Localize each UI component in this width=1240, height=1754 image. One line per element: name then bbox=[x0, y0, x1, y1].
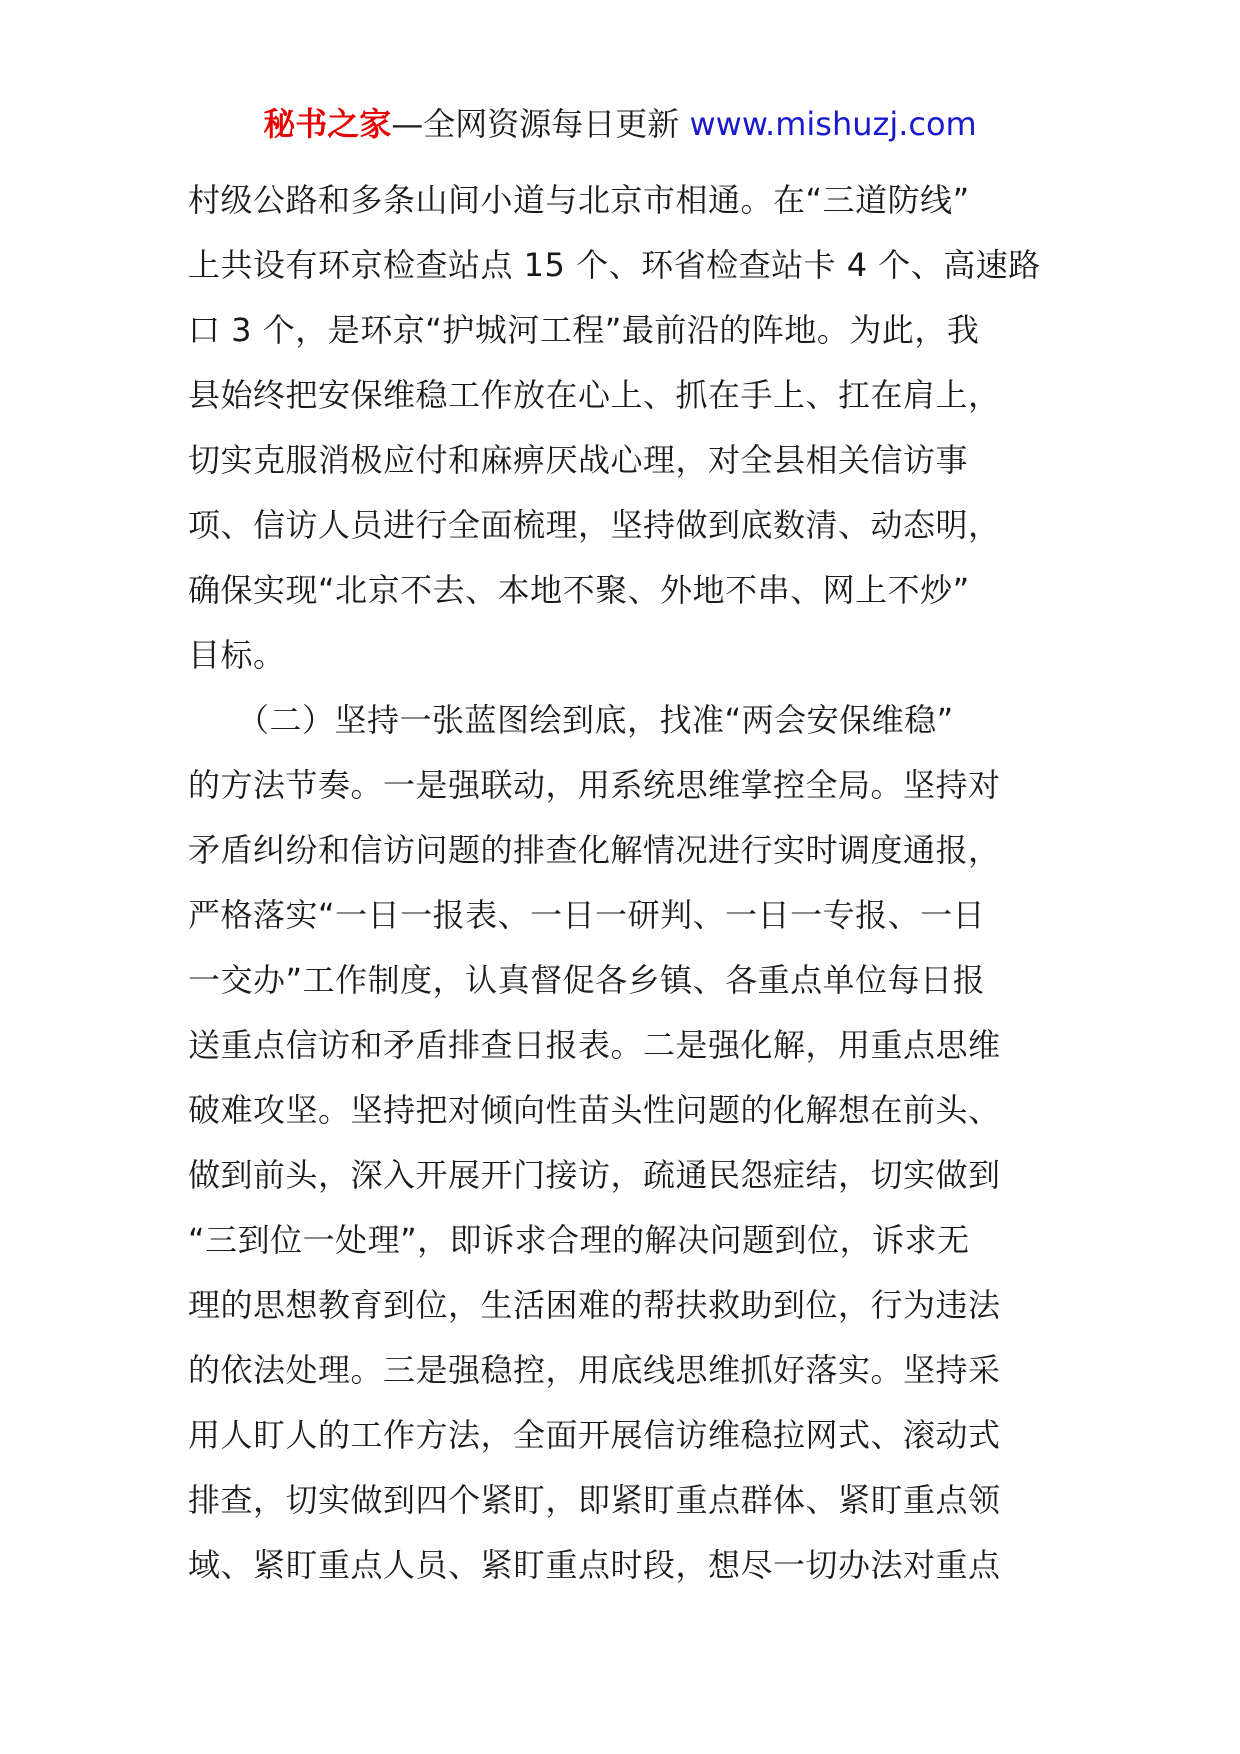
text-line: 送重点信访和矛盾排查日报表。二是强化解，用重点思维 bbox=[188, 1026, 1001, 1064]
document-body bbox=[188, 168, 1058, 1598]
text-line: 用人盯人的工作方法，全面开展信访维稳拉网式、滚动式 bbox=[188, 1416, 1001, 1454]
text-line: 一交办”工作制度，认真督促各乡镇、各重点单位每日报 bbox=[188, 961, 986, 999]
text-line: 理的思想教育到位，生活困难的帮扶救助到位，行为违法 bbox=[188, 1286, 1001, 1324]
text-line: 切实克服消极应付和麻痹厌战心理，对全县相关信访事 bbox=[188, 441, 969, 479]
text-line: 破难攻坚。坚持把对倾向性苗头性问题的化解想在前头、 bbox=[188, 1091, 1001, 1129]
text-line: 的依法处理。三是强稳控，用底线思维抓好落实。坚持采 bbox=[188, 1351, 1001, 1389]
text-line: 县始终把安保维稳工作放在心上、抓在手上、扛在肩上， bbox=[188, 376, 1001, 414]
text-line: 上共设有环京检查站点 15 个、环省检查站卡 4 个、高速路 bbox=[188, 246, 1041, 284]
text-line: 村级公路和多条山间小道与北京市相通。在“三道防线” bbox=[188, 181, 970, 219]
text-line: （二）坚持一张蓝图绘到底，找准“两会安保维稳” bbox=[188, 701, 954, 739]
text-line: 的方法节奏。一是强联动，用系统思维掌控全局。坚持对 bbox=[188, 766, 1001, 804]
text-line: 口 3 个，是环京“护城河工程”最前沿的阵地。为此，我 bbox=[188, 311, 980, 349]
page-header bbox=[0, 102, 1240, 146]
text-line: 排查，切实做到四个紧盯，即紧盯重点群体、紧盯重点领 bbox=[188, 1481, 1001, 1519]
text-line: 目标。 bbox=[188, 636, 286, 674]
text-line: 矛盾纠纷和信访问题的排查化解情况进行实时调度通报， bbox=[188, 831, 1001, 869]
text-line: 项、信访人员进行全面梳理，坚持做到底数清、动态明， bbox=[188, 506, 1001, 544]
text-line: 做到前头，深入开展开门接访，疏通民怨症结，切实做到 bbox=[188, 1156, 1001, 1194]
text-line: 严格落实“一日一报表、一日一研判、一日一专报、一日 bbox=[188, 896, 986, 934]
text-line: 域、紧盯重点人员、紧盯重点时段，想尽一切办法对重点 bbox=[188, 1546, 1001, 1584]
header-tagline: —全网资源每日更新 bbox=[391, 105, 680, 143]
text-line: “三到位一处理”，即诉求合理的解决问题到位，诉求无 bbox=[188, 1221, 970, 1259]
brand-name: 秘书之家 bbox=[263, 105, 392, 143]
site-url-link[interactable]: www.mishuzj.com bbox=[689, 105, 977, 143]
text-line: 确保实现“北京不去、本地不聚、外地不串、网上不炒” bbox=[188, 571, 970, 609]
